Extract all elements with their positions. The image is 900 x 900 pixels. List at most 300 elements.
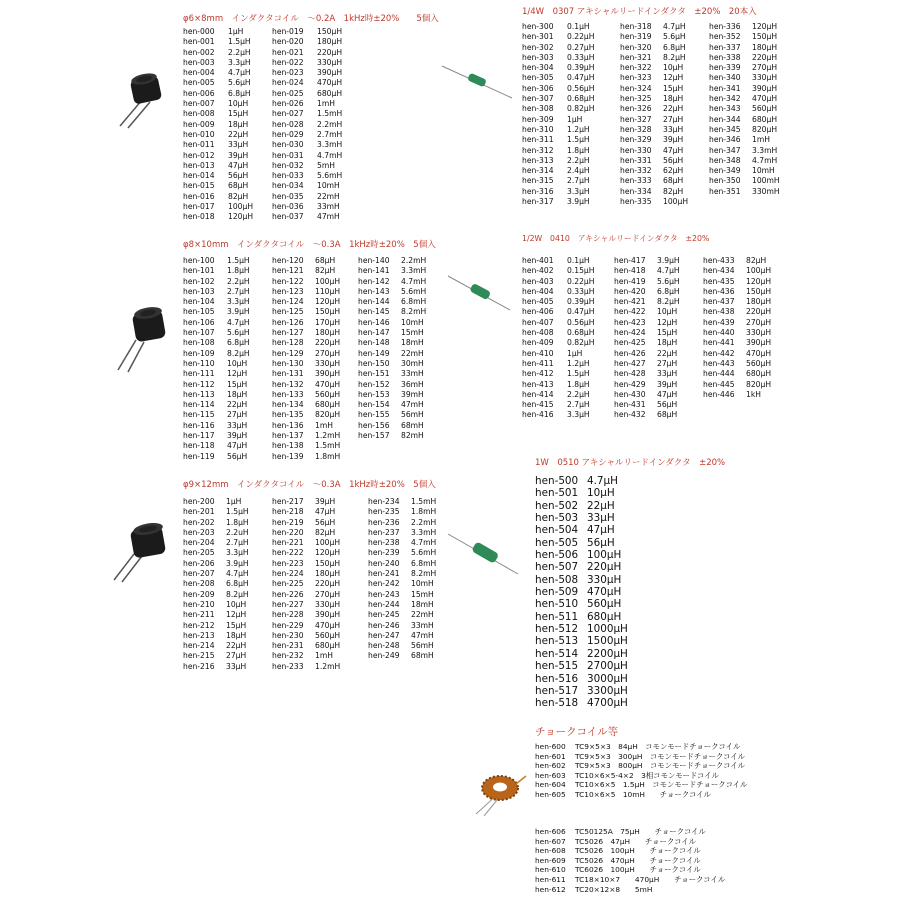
item-value: 680μH	[587, 610, 622, 623]
item-code: hen-108	[183, 338, 215, 348]
list-item	[358, 287, 441, 297]
list-item	[358, 307, 441, 317]
item-code: hen-225	[272, 579, 304, 589]
item-code: hen-230	[272, 630, 304, 640]
list-item	[358, 297, 441, 307]
item-code: hen-323	[620, 73, 652, 83]
list-item	[183, 421, 269, 431]
item-value: 3.3mH	[401, 266, 427, 276]
item-value: 1.2μH	[567, 358, 590, 368]
item-code: hen-343	[709, 104, 741, 114]
item-value: 2.7μH	[567, 176, 590, 186]
item-value: 470μH	[315, 379, 341, 389]
item-value: 6.8mH	[401, 297, 427, 307]
item-value: 56μH	[657, 400, 678, 410]
list-item	[183, 631, 268, 641]
item-code: hen-501	[535, 487, 579, 500]
item-code: hen-419	[614, 276, 646, 286]
item-value: 4.7μH	[657, 266, 680, 276]
item-code: hen-436	[703, 286, 735, 296]
item-code: hen-221	[272, 538, 304, 548]
item-code: hen-349	[709, 166, 741, 176]
list-item	[620, 166, 708, 176]
list-item	[183, 68, 270, 78]
list-item	[703, 266, 791, 276]
item-code: hen-243	[368, 589, 400, 599]
choke-desc: TC9×5×3 800μH コモンモードチョークコイル	[575, 761, 746, 771]
list-item	[183, 507, 268, 517]
item-value: 10mH	[401, 317, 424, 327]
item-code: hen-337	[709, 42, 741, 52]
list-item	[535, 635, 647, 647]
item-code: hen-207	[183, 569, 215, 579]
list-item	[709, 156, 797, 166]
item-code: hen-206	[183, 558, 215, 568]
item-code: hen-409	[522, 338, 554, 348]
choke-item	[535, 752, 747, 762]
list-item	[272, 266, 357, 276]
list-item	[183, 497, 268, 507]
list-item	[620, 43, 708, 53]
item-value: 2700μH	[587, 660, 628, 673]
list-item	[620, 146, 708, 156]
item-value: 680μH	[752, 114, 778, 124]
item-value: 56μH	[663, 155, 684, 165]
item-value: 0.15μH	[567, 266, 595, 276]
item-value: 220μH	[315, 579, 341, 589]
list-item	[614, 328, 702, 338]
item-code: hen-305	[522, 73, 554, 83]
item-value: 62μH	[663, 166, 684, 176]
item-code: hen-339	[709, 63, 741, 73]
list-item	[535, 512, 647, 524]
list-item	[183, 212, 270, 222]
item-code: hen-146	[358, 317, 390, 327]
item-value: 47μH	[228, 160, 249, 170]
choke-desc: TC9×5×3 300μH コモンモードチョークコイル	[575, 751, 746, 761]
list-item	[522, 369, 617, 379]
choke-item	[535, 837, 725, 847]
choke-code: hen-606	[535, 827, 566, 836]
item-code: hen-135	[272, 410, 304, 420]
item-value: 170μH	[315, 317, 341, 327]
list-item	[183, 277, 269, 287]
item-code: hen-331	[620, 155, 652, 165]
radial-inductor-9x12-icon	[108, 520, 174, 586]
item-value: 0.1μH	[567, 256, 590, 265]
choke-code: hen-600	[535, 742, 566, 751]
item-code: hen-201	[183, 507, 215, 517]
item-value: 2.2uH	[226, 527, 249, 537]
list-item	[522, 318, 617, 328]
list-item	[272, 338, 357, 348]
list-item	[368, 559, 451, 569]
item-code: hen-141	[358, 266, 390, 276]
item-code: hen-326	[620, 104, 652, 114]
item-code: hen-136	[272, 420, 304, 430]
item-value: 0.22μH	[567, 276, 595, 286]
item-value: 390μH	[315, 610, 341, 620]
item-code: hen-434	[703, 266, 735, 276]
item-value: 47μH	[227, 441, 248, 451]
item-code: hen-425	[614, 338, 646, 348]
list-item	[183, 99, 270, 109]
item-value: 47μH	[587, 524, 615, 537]
list-item	[614, 277, 702, 287]
item-value: 4.7mH	[401, 276, 427, 286]
list-item	[535, 648, 647, 660]
item-value: 18μH	[663, 94, 684, 104]
item-value: 1.8μH	[567, 379, 590, 389]
choke-item	[535, 742, 747, 752]
list-item	[272, 548, 357, 558]
item-value: 1.8mH	[411, 507, 437, 517]
item-code: hen-229	[272, 620, 304, 630]
item-code: hen-420	[614, 286, 646, 296]
item-value: 560μH	[746, 358, 772, 368]
item-value: 0.1μH	[567, 22, 590, 31]
list-item	[272, 140, 359, 150]
list-item	[709, 63, 797, 73]
item-value: 2.2mH	[411, 517, 437, 527]
item-value: 0.27μH	[567, 42, 595, 52]
title-choke: チョークコイル等	[535, 726, 619, 738]
list-item	[183, 109, 270, 119]
item-code: hen-504	[535, 524, 579, 537]
list-item	[703, 307, 791, 317]
list-item	[620, 63, 708, 73]
list-item	[709, 135, 797, 145]
list-item	[183, 89, 270, 99]
item-code: hen-157	[358, 431, 390, 441]
item-value: 2.7μH	[567, 400, 590, 410]
item-code: hen-350	[709, 176, 741, 186]
item-code: hen-138	[272, 441, 304, 451]
item-value: 0.82μH	[567, 338, 595, 348]
item-code: hen-432	[614, 410, 646, 420]
item-code: hen-227	[272, 599, 304, 609]
item-value: 8.2μH	[657, 297, 680, 307]
item-code: hen-301	[522, 32, 554, 42]
item-code: hen-506	[535, 549, 579, 562]
item-value: 47mH	[317, 212, 340, 222]
item-value: 180μH	[752, 42, 778, 52]
item-value: 22μH	[587, 499, 615, 512]
list-item	[183, 140, 270, 150]
item-value: 68μH	[228, 181, 249, 191]
item-code: hen-443	[703, 358, 735, 368]
list-item	[272, 410, 357, 420]
item-value: 120μH	[315, 297, 341, 307]
list-item	[368, 579, 451, 589]
item-code: hen-005	[183, 78, 215, 88]
list-item	[614, 266, 702, 276]
item-code: hen-131	[272, 369, 304, 379]
list-item	[522, 94, 617, 104]
list-item	[614, 338, 702, 348]
list-item	[522, 277, 617, 287]
choke-code: hen-601	[535, 751, 566, 761]
item-value: 1.8μH	[226, 517, 249, 527]
list-item	[703, 380, 791, 390]
list-item	[368, 621, 451, 631]
item-code: hen-410	[522, 348, 554, 358]
item-code: hen-151	[358, 369, 390, 379]
item-code: hen-407	[522, 317, 554, 327]
list-8x10-col3	[358, 256, 441, 441]
item-code: hen-007	[183, 99, 215, 109]
item-code: hen-507	[535, 561, 579, 574]
list-item	[183, 538, 268, 548]
item-value: 0.56μH	[567, 317, 595, 327]
item-value: 22μH	[228, 129, 249, 139]
list-item	[368, 548, 451, 558]
item-code: hen-215	[183, 651, 215, 661]
list-8x10-col1	[183, 256, 269, 462]
list-item	[183, 579, 268, 589]
item-value: 18mH	[411, 599, 434, 609]
item-value: 820μH	[746, 379, 772, 389]
item-code: hen-512	[535, 623, 579, 636]
list-item	[522, 256, 617, 266]
item-value: 180μH	[317, 37, 343, 47]
item-code: hen-036	[272, 202, 304, 212]
item-value: 0.56μH	[567, 83, 595, 93]
item-code: hen-019	[272, 27, 304, 36]
item-value: 39μH	[657, 379, 678, 389]
item-value: 4.7mH	[411, 538, 437, 548]
list-item	[183, 27, 270, 37]
item-code: hen-508	[535, 573, 579, 586]
item-code: hen-203	[183, 527, 215, 537]
list-item	[358, 400, 441, 410]
item-code: hen-445	[703, 379, 735, 389]
list-item	[620, 84, 708, 94]
list-9x12-col1	[183, 497, 268, 672]
item-code: hen-128	[272, 338, 304, 348]
item-code: hen-426	[614, 348, 646, 358]
item-value: 3.3mH	[411, 527, 437, 537]
list-item	[272, 441, 357, 451]
item-code: hen-414	[522, 389, 554, 399]
list-item	[272, 37, 359, 47]
item-value: 4.7mH	[317, 150, 343, 160]
list-item	[703, 277, 791, 287]
list-item	[620, 156, 708, 166]
list-item	[183, 369, 269, 379]
item-value: 3.3mH	[752, 145, 778, 155]
item-value: 470μH	[587, 586, 622, 599]
item-code: hen-248	[368, 641, 400, 651]
list-choke-top	[535, 742, 747, 800]
list-item	[703, 359, 791, 369]
item-value: 1500μH	[587, 635, 628, 648]
item-code: hen-154	[358, 400, 390, 410]
item-value: 56μH	[227, 451, 248, 461]
choke-item	[535, 865, 725, 875]
list-item	[272, 27, 359, 37]
item-code: hen-322	[620, 63, 652, 73]
list-item	[709, 104, 797, 114]
item-code: hen-424	[614, 328, 646, 338]
item-value: 6.8μH	[228, 88, 251, 98]
choke-code: hen-603	[535, 770, 566, 780]
item-value: 1mH	[317, 99, 335, 109]
choke-code: hen-608	[535, 846, 566, 856]
list-item	[703, 369, 791, 379]
item-code: hen-208	[183, 579, 215, 589]
item-code: hen-003	[183, 57, 215, 67]
list-item	[703, 349, 791, 359]
choke-item	[535, 780, 747, 790]
item-code: hen-147	[358, 328, 390, 338]
list-item	[272, 318, 357, 328]
list-item	[522, 146, 617, 156]
title-6x8: φ6×8mm インダクタコイル 〜0.2A 1kHz時±20% 5個入	[183, 14, 439, 24]
item-value: 470μH	[746, 348, 772, 358]
list-item	[522, 115, 617, 125]
item-value: 82μH	[315, 527, 336, 537]
list-item	[703, 318, 791, 328]
item-value: 39μH	[227, 431, 248, 441]
item-value: 560μH	[315, 630, 341, 640]
item-code: hen-030	[272, 140, 304, 150]
item-value: 330μH	[746, 328, 772, 338]
item-value: 100μH	[315, 276, 341, 286]
list-item	[703, 390, 791, 400]
item-code: hen-246	[368, 620, 400, 630]
list-item	[368, 651, 451, 661]
item-code: hen-143	[358, 286, 390, 296]
item-code: hen-103	[183, 286, 215, 296]
item-value: 56μH	[228, 171, 249, 181]
item-value: 0.39μH	[567, 63, 595, 73]
list-item	[272, 120, 359, 130]
item-value: 3.9μH	[657, 256, 680, 265]
item-value: 12μH	[657, 317, 678, 327]
item-code: hen-511	[535, 610, 579, 623]
item-code: hen-518	[535, 697, 579, 710]
item-value: 1.8mH	[315, 451, 341, 461]
item-value: 10μH	[587, 487, 615, 500]
item-value: 100mH	[752, 176, 780, 186]
item-value: 3000μH	[587, 672, 628, 685]
item-code: hen-313	[522, 155, 554, 165]
item-code: hen-144	[358, 297, 390, 307]
item-code: hen-341	[709, 83, 741, 93]
list-item	[272, 431, 357, 441]
list-item	[522, 63, 617, 73]
item-value: 470μH	[315, 620, 341, 630]
list-item	[535, 537, 647, 549]
item-value: 0.33μH	[567, 286, 595, 296]
list-item	[272, 328, 357, 338]
list-item	[183, 621, 268, 631]
list-item	[535, 660, 647, 672]
list-item	[703, 297, 791, 307]
item-code: hen-438	[703, 307, 735, 317]
item-code: hen-427	[614, 358, 646, 368]
list-item	[183, 287, 269, 297]
item-code: hen-316	[522, 186, 554, 196]
item-value: 4.7μH	[587, 475, 618, 487]
item-value: 150μH	[317, 27, 343, 36]
list-item	[272, 631, 357, 641]
list-item	[703, 338, 791, 348]
item-value: 4.7μH	[227, 317, 250, 327]
item-code: hen-239	[368, 548, 400, 558]
list-item	[614, 307, 702, 317]
item-value: 1μH	[567, 114, 583, 124]
item-code: hen-129	[272, 348, 304, 358]
toroid-choke-icon	[472, 770, 528, 816]
item-value: 22μH	[227, 400, 248, 410]
list-item	[709, 73, 797, 83]
list-0410-col1	[522, 256, 617, 421]
list-item	[183, 202, 270, 212]
item-value: 270μH	[315, 348, 341, 358]
item-code: hen-034	[272, 181, 304, 191]
list-item	[709, 176, 797, 186]
list-item	[535, 549, 647, 561]
list-item	[620, 22, 708, 32]
item-code: hen-210	[183, 599, 215, 609]
item-code: hen-145	[358, 307, 390, 317]
list-item	[272, 161, 359, 171]
item-code: hen-209	[183, 589, 215, 599]
item-value: 18μH	[228, 119, 249, 129]
item-code: hen-344	[709, 114, 741, 124]
list-item	[358, 256, 441, 266]
item-value: 39mH	[401, 389, 424, 399]
choke-desc: TC50125A 75μH チョークコイル	[575, 827, 706, 836]
item-code: hen-249	[368, 651, 400, 661]
item-value: 6.8μH	[227, 338, 250, 348]
choke-desc: TC5026 470μH チョークコイル	[575, 855, 701, 865]
list-item	[535, 524, 647, 536]
item-code: hen-109	[183, 348, 215, 358]
item-value: 220μH	[752, 52, 778, 62]
item-value: 68mH	[411, 651, 434, 661]
list-item	[368, 518, 451, 528]
item-value: 5.6mH	[401, 286, 427, 296]
item-code: hen-325	[620, 94, 652, 104]
list-item	[368, 631, 451, 641]
item-value: 3.3μH	[227, 297, 250, 307]
item-code: hen-303	[522, 52, 554, 62]
item-code: hen-348	[709, 155, 741, 165]
item-value: 15μH	[657, 328, 678, 338]
list-item	[272, 651, 357, 661]
list-item	[272, 590, 357, 600]
item-value: 100μH	[228, 202, 254, 212]
choke-item	[535, 761, 747, 771]
item-value: 56mH	[411, 641, 434, 651]
item-value: 180μH	[315, 569, 341, 579]
list-item	[535, 598, 647, 610]
list-8x10-col2	[272, 256, 357, 462]
item-value: 56μH	[315, 517, 336, 527]
choke-code: hen-610	[535, 865, 566, 875]
item-code: hen-403	[522, 276, 554, 286]
list-item	[272, 400, 357, 410]
choke-desc: TC18×10×7 470μH チョークコイル	[575, 874, 726, 884]
list-item	[183, 569, 268, 579]
list-item	[620, 135, 708, 145]
list-item	[272, 507, 357, 517]
list-item	[272, 621, 357, 631]
list-item	[183, 431, 269, 441]
